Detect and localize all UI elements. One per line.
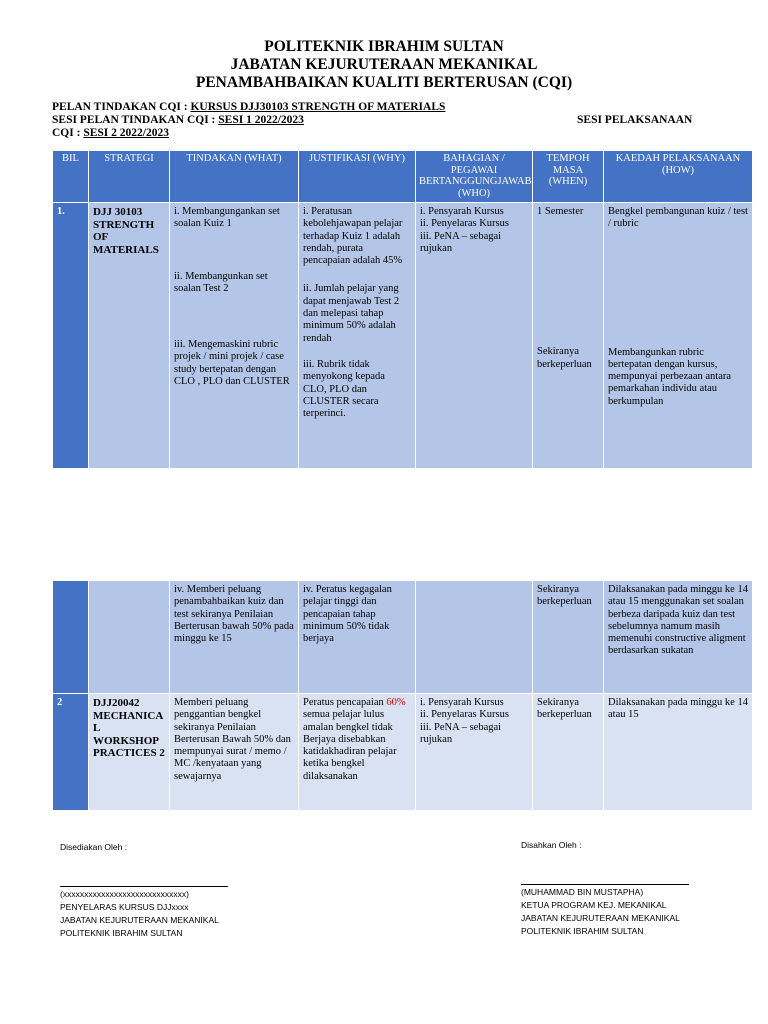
table-row (53, 694, 753, 811)
meta-pelan: PELAN TINDAKAN CQI : KURSUS DJJ30103 STRENGTH OF MATERIALS (52, 101, 446, 113)
row1-tindakan: i. Membangungankan set soalan Kuiz 1 ii. Membangunkan set soalan Test 2 iii. Mengemaskini rubric projek / mini projek / case study bertepatan dengan CLO , PLO dan CLUSTER (170, 203, 299, 469)
row1b-justifikasi: iv. Peratus kegagalan pelajar tinggi dan pencapaian tahap minimum 50% tidak berjaya (299, 581, 416, 694)
percent-highlight: 60% (386, 697, 406, 708)
meta-cqi: CQI : SESI 2 2022/2023 (52, 127, 169, 139)
cqi-table-part-2 (52, 580, 753, 811)
header-strategi: STRATEGI (89, 151, 170, 203)
row1b-strategi (89, 581, 170, 694)
row1-when: 1 Semester Sekiranya berkeperluan (533, 203, 604, 469)
signature-line (521, 884, 689, 885)
approved-by-label: Disahkan Oleh : (521, 840, 582, 850)
row1-strategi: DJJ 30103 STRENGTH OF MATERIALS (89, 203, 170, 469)
prepared-by-name: (xxxxxxxxxxxxxxxxxxxxxxxxxxxxx) (60, 889, 189, 899)
row2-bil: 2 (53, 694, 89, 811)
row1-justifikasi: i. Peratusan kebolehjawapan pelajar terhadap Kuiz 1 adalah rendah, purata pencapaian adalah 45% ii. Jumlah pelajar yang dapat menjawab Test 2 dan melepasi tahap minimum 50% adalah rendah iii. Rubrik tidak menyokong kepada CLO, PLO dan CLUSTER secara terperinci. (299, 203, 416, 469)
row2-who: i. Pensyarah Kursus ii. Penyelaras Kursus iii. PeNA – sebagai rujukan (416, 694, 533, 811)
header-tindakan: TINDAKAN (WHAT) (170, 151, 299, 203)
row1b-who (416, 581, 533, 694)
header-who: BAHAGIAN / PEGAWAI BERTANGGUNGJAWAB (WHO) (416, 151, 533, 203)
prepared-by-label: Disediakan Oleh : (60, 842, 128, 852)
approved-by-block (521, 884, 689, 938)
header-justifikasi: JUSTIFIKASI (WHY) (299, 151, 416, 203)
header-when: TEMPOH MASA (WHEN) (533, 151, 604, 203)
row2-how: Dilaksanakan pada minggu ke 14 atau 15 (604, 694, 753, 811)
header-line-2: JABATAN KEJURUTERAAN MEKANIKAL (230, 56, 538, 73)
approved-by-dept: JABATAN KEJURUTERAAN MEKANIKAL (521, 913, 680, 923)
signature-line (60, 886, 228, 887)
cqi-table-part-1 (52, 150, 753, 469)
row2-strategi: DJJ20042 MECHANICA L WORKSHOP PRACTICES 2 (89, 694, 170, 811)
row1-who: i. Pensyarah Kursus ii. Penyelaras Kursus iii. PeNA – sebagai rujukan (416, 203, 533, 469)
row1-bil: 1. (53, 203, 89, 469)
prepared-by-block (60, 886, 228, 940)
row2-justifikasi: Peratus pencapaian 60% semua pelajar lulus amalan bengkel tidak Berjaya disebabkan katidakhadiran pelajar ketika bengkel dilaksanakan (299, 694, 416, 811)
table-row (53, 581, 753, 694)
row1b-bil (53, 581, 89, 694)
approved-by-org: POLITEKNIK IBRAHIM SULTAN (521, 926, 644, 936)
row1b-tindakan: iv. Memberi peluang penambahbaikan kuiz dan test sekiranya Penilaian Berterusan bawah 50% pada minggu ke 15 (170, 581, 299, 694)
header-bil: BIL (53, 151, 89, 203)
meta-sesi: SESI PELAN TINDAKAN CQI : SESI 1 2022/2023 (52, 114, 304, 126)
approved-by-name: (MUHAMMAD BIN MUSTAPHA) (521, 887, 644, 897)
row1-how: Bengkel pembangunan kuiz / test / rubric Membangunkan rubric bertepatan dengan kursus, mempunyai perbezaan antara pemarkahan individu atau berkumpulan (604, 203, 753, 469)
prepared-by-org: POLITEKNIK IBRAHIM SULTAN (60, 928, 183, 938)
row2-tindakan: Memberi peluang penggantian bengkel sekiranya Penilaian Berterusan Bawah 50% dan mempunyai surat / memo / MC /kenyataan yang sewajarnya (170, 694, 299, 811)
sesi-pelaksanaan: SESI PELAKSANAAN (577, 114, 693, 126)
prepared-by-dept: JABATAN KEJURUTERAAN MEKANIKAL (60, 915, 219, 925)
approved-by-title: KETUA PROGRAM KEJ. MEKANIKAL (521, 900, 667, 910)
header-line-3: PENAMBAHBAIKAN KUALITI BERTERUSAN (CQI) (195, 74, 573, 91)
prepared-by-title: PENYELARAS KURSUS DJJxxxx (60, 902, 189, 912)
row2-when: Sekiranya berkeperluan (533, 694, 604, 811)
row1b-how: Dilaksanakan pada minggu ke 14 atau 15 menggunakan set soalan berbeza daripada kuiz dan test sebelumnya namum masih memenuhi constructive aligment berdasarkan sukatan (604, 581, 753, 694)
row1b-when: Sekiranya berkeperluan (533, 581, 604, 694)
header-line-1: POLITEKNIK IBRAHIM SULTAN (264, 38, 504, 55)
header-how: KAEDAH PELAKSANAAN (HOW) (604, 151, 753, 203)
table-header-row (53, 151, 753, 203)
table-row (53, 203, 753, 469)
